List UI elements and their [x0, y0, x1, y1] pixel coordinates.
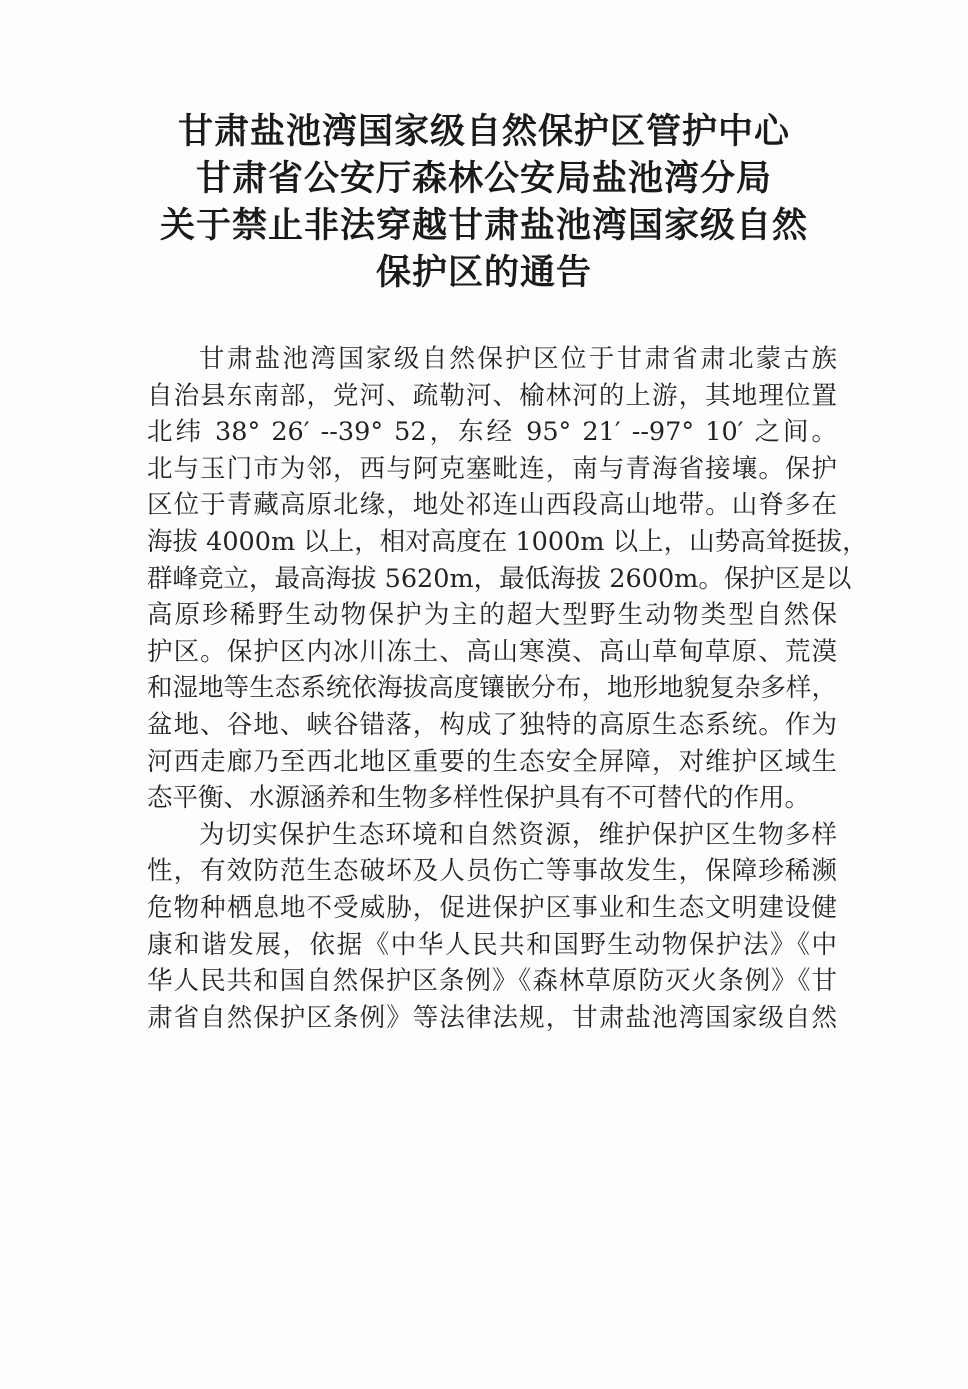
paragraph-1-line: 护区。保护区内冰川冻土、高山寒漠、高山草甸草原、荒漠 — [147, 636, 837, 667]
paragraph-1-line: 和湿地等生态系统依海拔高度镶嵌分布，地形地貌复杂多样， — [147, 673, 837, 704]
paragraph-2-line: 肃省自然保护区条例》等法律法规，甘肃盐池湾国家级自然 — [147, 1002, 837, 1033]
paragraph-1-line: 态平衡、水源涵养和生物多样性保护具有不可替代的作用。 — [147, 783, 811, 814]
paragraph-2-line: 为切实保护生态环境和自然资源，维护保护区生物多样 — [199, 819, 837, 850]
paragraph-1-line: 自治县东南部，党河、疏勒河、榆林河的上游，其地理位置 — [147, 380, 837, 411]
paragraph-1-line: 北纬 38° 26′ --39° 52，东经 95° 21′ --97° 10′ 之间。 — [147, 417, 837, 448]
title-line-4: 保护区的通告 — [375, 252, 592, 293]
paragraph-2-line: 危物种栖息地不受威胁，促进保护区事业和生态文明建设健 — [147, 892, 837, 923]
paragraph-2-line: 性，有效防范生态破坏及人员伤亡等事故发生，保障珍稀濒 — [147, 856, 837, 887]
notice-body — [147, 341, 868, 1036]
title-line-3: 关于禁止非法穿越甘肃盐池湾国家级自然 — [159, 205, 808, 246]
paragraph-1-line: 高原珍稀野生动物保护为主的超大型野生动物类型自然保 — [147, 600, 837, 631]
paragraph-1-line: 群峰竞立，最高海拔 5620m，最低海拔 2600m。保护区是以 — [147, 563, 852, 594]
paragraph-2-line: 华人民共和国自然保护区条例》《森林草原防灭火条例》《甘 — [147, 966, 837, 997]
notice-title — [0, 108, 968, 296]
title-line-2: 甘肃省公安厅森林公安局盐池湾分局 — [195, 158, 772, 199]
paragraph-2-line: 康和谐发展，依据《中华人民共和国野生动物保护法》《中 — [147, 929, 837, 960]
title-line-1: 甘肃盐池湾国家级自然保护区管护中心 — [177, 111, 790, 152]
paragraph-1-line: 海拔 4000m 以上，相对高度在 1000m 以上，山势高耸挺拔， — [147, 526, 868, 557]
paragraph-1-line: 区位于青藏高原北缘，地处祁连山西段高山地带。山脊多在 — [147, 490, 837, 521]
paragraph-1-line: 甘肃盐池湾国家级自然保护区位于甘肃省肃北蒙古族 — [199, 344, 837, 374]
paragraph-1-line: 北与玉门市为邻，西与阿克塞毗连，南与青海省接壤。保护 — [147, 453, 837, 484]
paragraph-1-line: 河西走廊乃至西北地区重要的生态安全屏障，对维护区域生 — [147, 746, 837, 777]
paragraph-1-line: 盆地、谷地、峡谷错落，构成了独特的高原生态系统。作为 — [147, 709, 837, 740]
